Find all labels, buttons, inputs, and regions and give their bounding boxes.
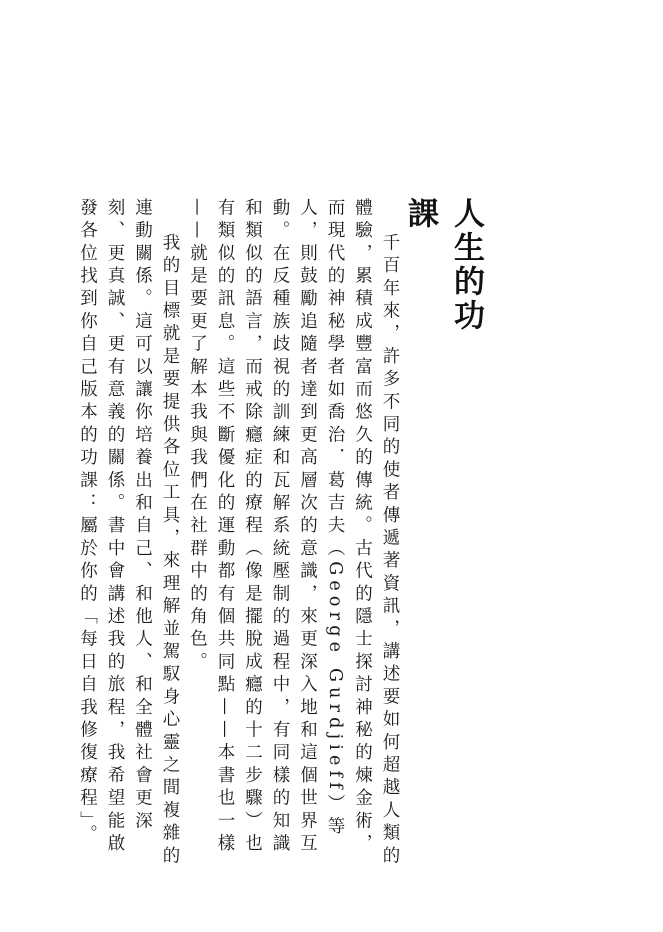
- body-text: [77, 198, 403, 878]
- chapter-title: 人生的功課: [402, 197, 484, 333]
- paragraph: 千百年來，許多不同的使者傳遞著資訊，講述要如何超越人類的體驗，累積成豐富而悠久的傳統。古代的隱士探討神秘的煉金術，而現代的神秘學者如喬治．葛吉夫（George Gurdjieff）等人，則鼓勵追隨者達到更高層次的意識，來更深入地和這個世界互動。在反種族歧視的訓練和瓦解系統壓制的過程中，有同樣的知識和類似的語言，而戒除癮症的療程（像是擺脫成癮的十二步驟）也有類似的訊息。這些不斷優化的運動都有個共同點——本書也一樣——就是要更了解本我與我們在社群中的角色。: [187, 198, 400, 869]
- paragraph: 我的目標就是要提供各位工具，來理解並駕馭身心靈之間複雜的連動關係。這可以讓你培養出和自己、和他人、和全體社會更深刻、更真誠、更有意義的關係。書中會講述我的旅程，我希望能啟發各位找到你自己版本的功課：屬於你的「每日自我修復療程」。: [77, 198, 180, 869]
